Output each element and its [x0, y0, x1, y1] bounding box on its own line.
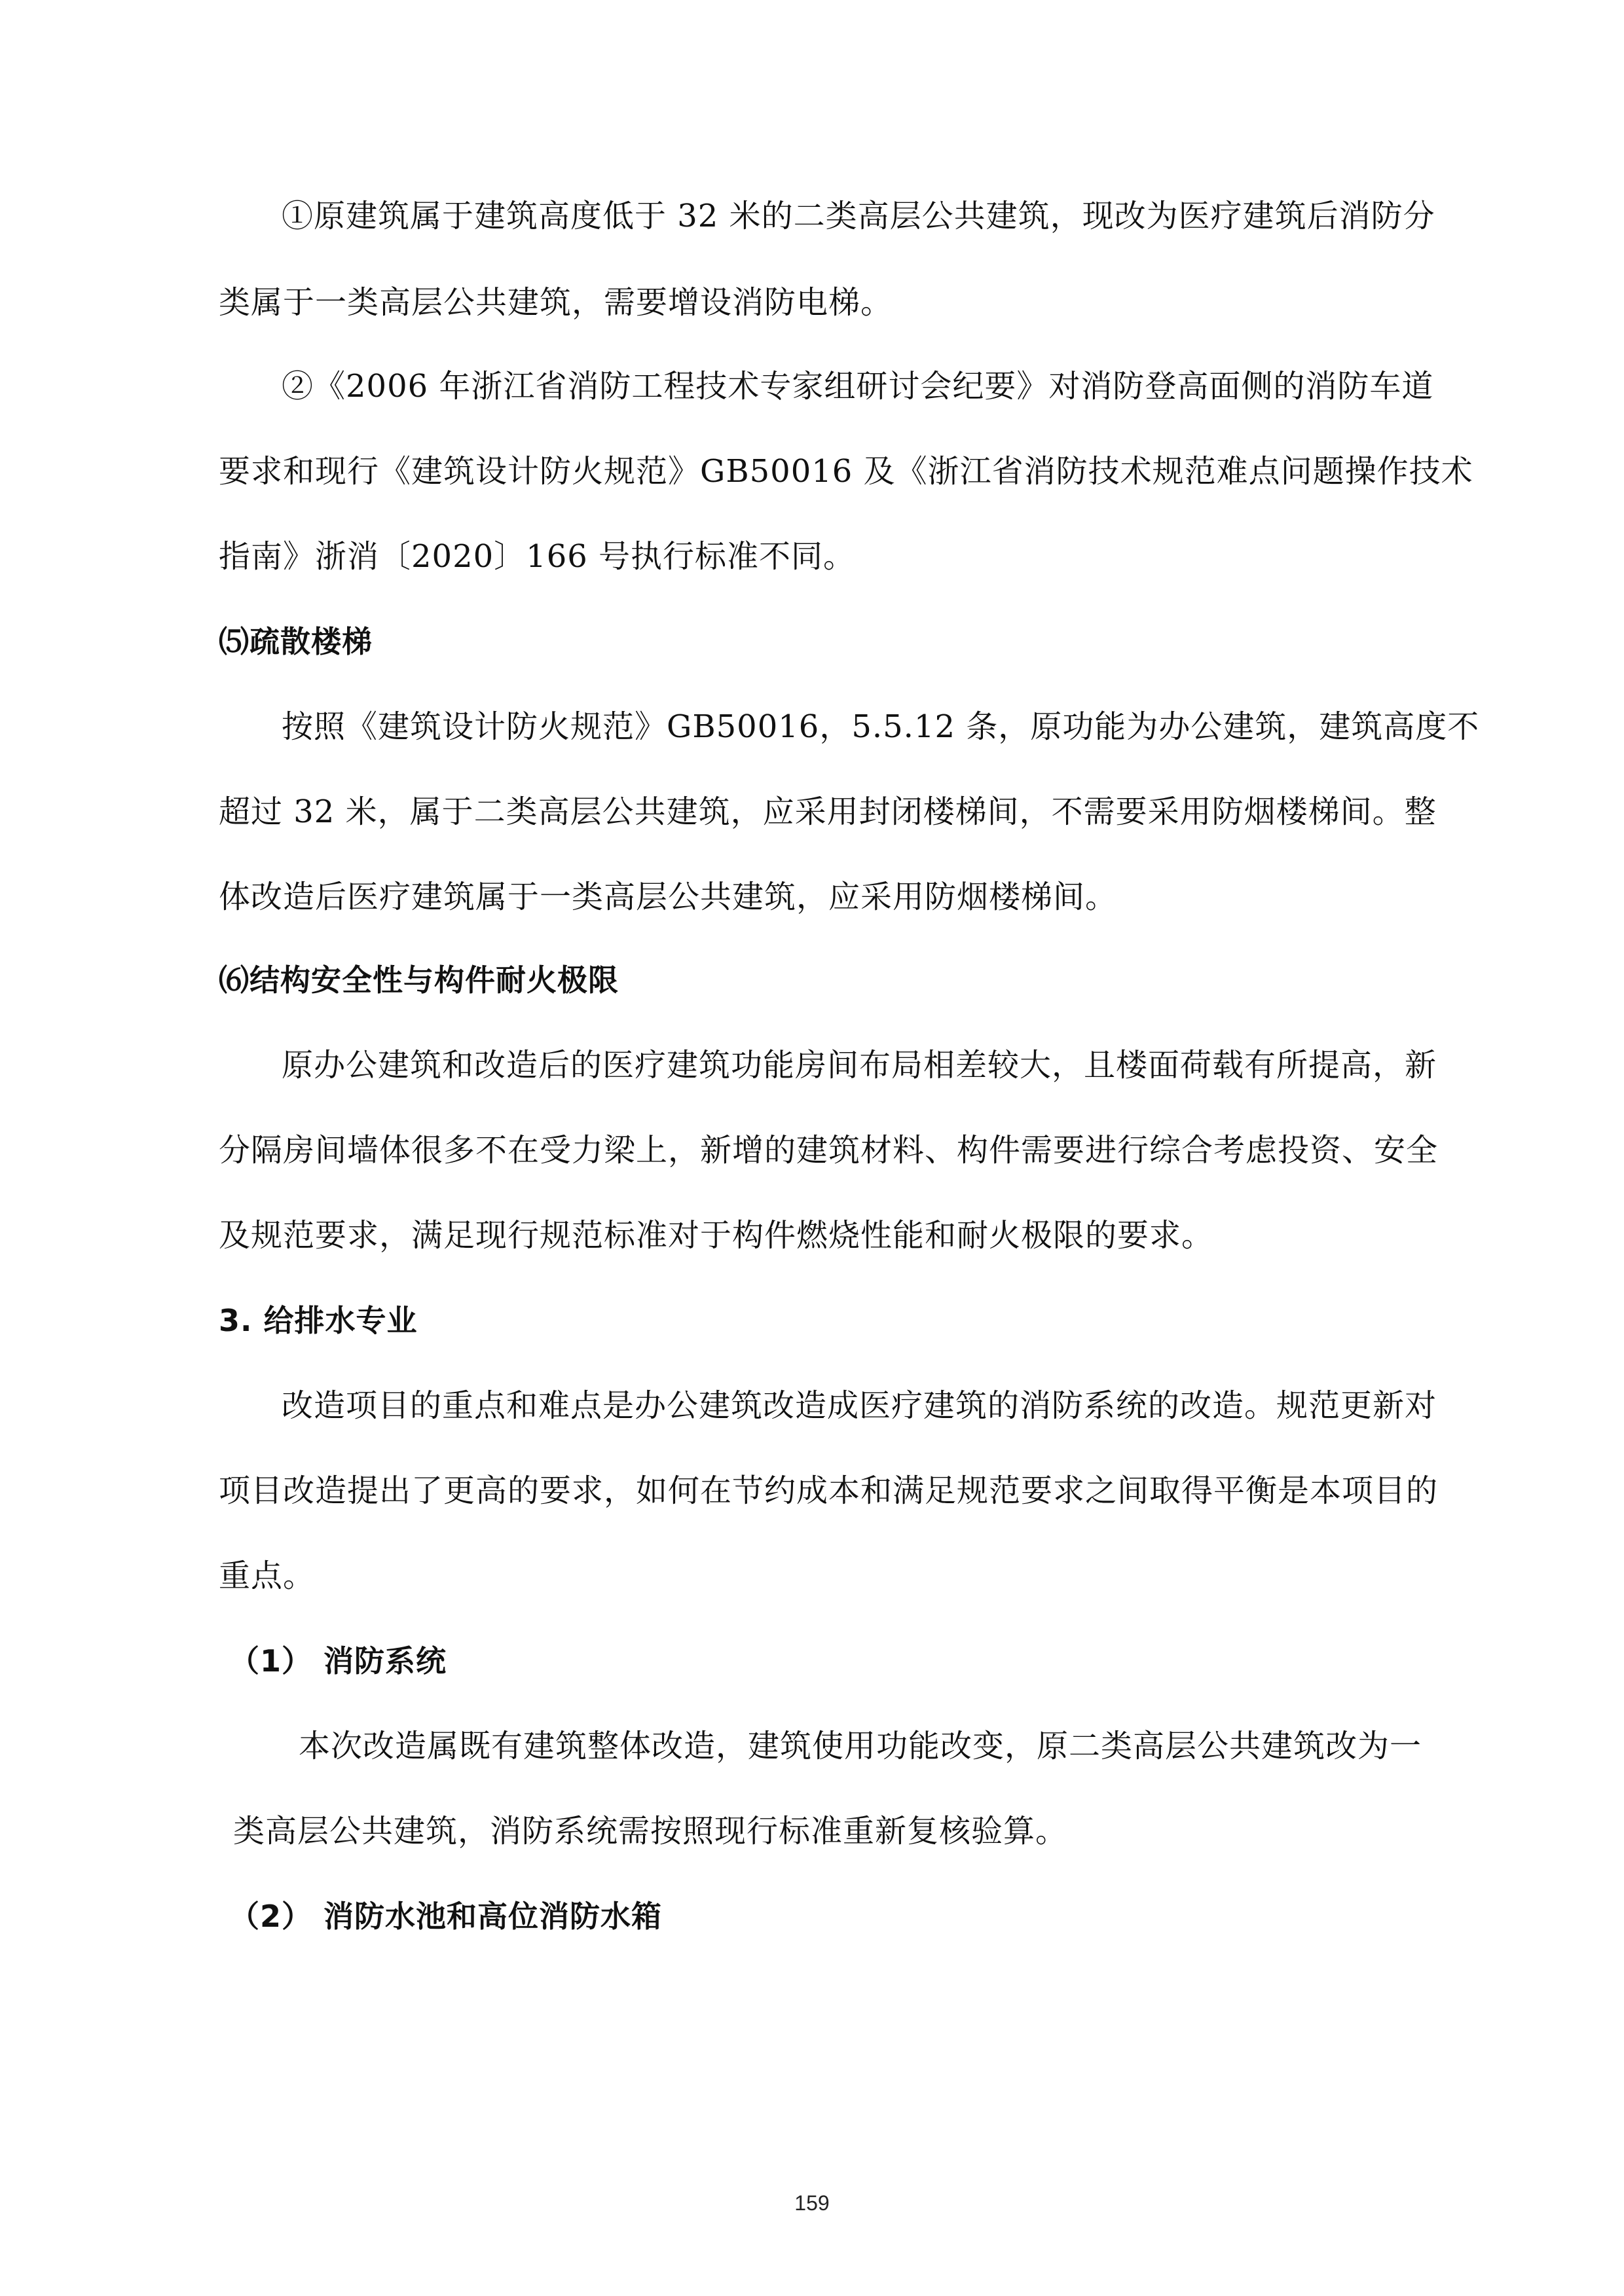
heading-structural-safety: ⑹结构安全性与构件耐火极限: [219, 962, 619, 998]
paragraph-3-line-1: 按照《建筑设计防火规范》GB50016，5.5.12 条，原功能为办公建筑，建筑高度不: [282, 708, 1480, 745]
heading-fire-pool-and-tank: （2） 消防水池和高位消防水箱: [229, 1899, 663, 1934]
paragraph-4-line-1: 原办公建筑和改造后的医疗建筑功能房间布局相差较大，且楼面荷载有所提高，新: [282, 1047, 1437, 1084]
paragraph-2-line-1: ②《2006 年浙江省消防工程技术专家组研讨会纪要》对消防登高面侧的消防车道: [282, 368, 1434, 405]
page-number: 159: [794, 2191, 830, 2215]
paragraph-5-line-3: 重点。: [219, 1558, 316, 1594]
heading-fire-protection-system: （1） 消防系统: [229, 1643, 447, 1679]
paragraph-6-line-1: 本次改造属既有建筑整体改造，建筑使用功能改变，原二类高层公共建筑改为一: [299, 1728, 1422, 1764]
paragraph-4-line-2: 分隔房间墙体很多不在受力梁上，新增的建筑材料、构件需要进行综合考虑投资、安全: [219, 1132, 1439, 1169]
paragraph-3-line-3: 体改造后医疗建筑属于一类高层公共建筑，应采用防烟楼梯间。: [219, 879, 1118, 915]
heading-water-supply-drainage: 3. 给排水专业: [219, 1303, 418, 1338]
paragraph-5-line-2: 项目改造提出了更高的要求，如何在节约成本和满足规范要求之间取得平衡是本项目的: [219, 1472, 1439, 1509]
paragraph-4-line-3: 及规范要求，满足现行规范标准对于构件燃烧性能和耐火极限的要求。: [219, 1217, 1214, 1254]
heading-evacuation-stairs: ⑸疏散楼梯: [219, 624, 373, 659]
paragraph-6-line-2: 类高层公共建筑，消防系统需按照现行标准重新复核验算。: [233, 1813, 1068, 1850]
paragraph-1-line-2: 类属于一类高层公共建筑，需要增设消防电梯。: [219, 284, 893, 321]
paragraph-2-line-3: 指南》浙消〔2020〕166 号执行标准不同。: [219, 538, 856, 575]
paragraph-2-line-2: 要求和现行《建筑设计防火规范》GB50016 及《浙江省消防技术规范难点问题操作技术: [219, 453, 1473, 490]
paragraph-5-line-1: 改造项目的重点和难点是办公建筑改造成医疗建筑的消防系统的改造。规范更新对: [282, 1387, 1437, 1424]
paragraph-1-line-1: ①原建筑属于建筑高度低于 32 米的二类高层公共建筑，现改为医疗建筑后消防分: [282, 198, 1435, 234]
paragraph-3-line-2: 超过 32 米，属于二类高层公共建筑，应采用封闭楼梯间，不需要采用防烟楼梯间。整: [219, 793, 1437, 830]
